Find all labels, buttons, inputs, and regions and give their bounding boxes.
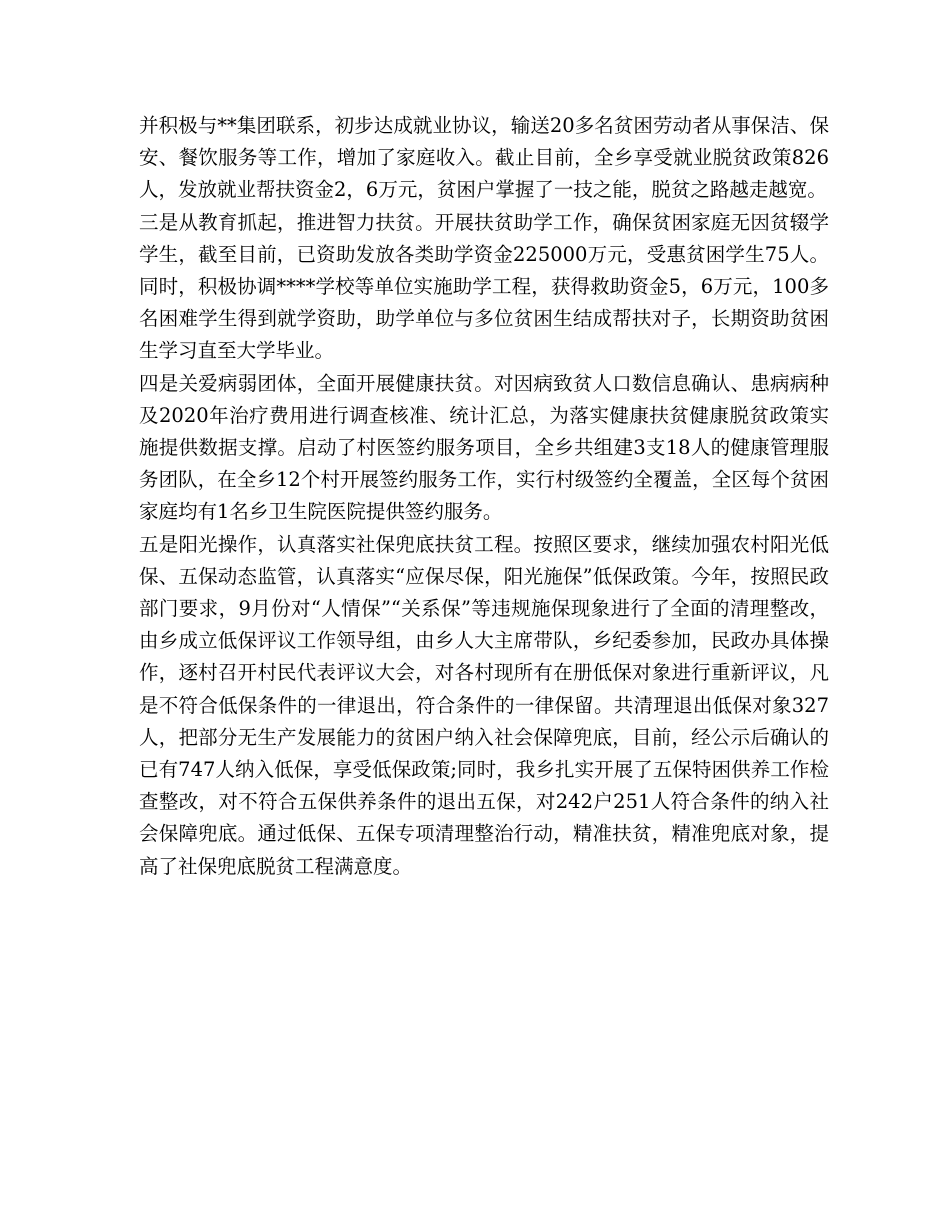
body-text: [139, 110, 829, 883]
paragraph-education: 三是从教育抓起，推进智力扶贫。开展扶贫助学工作，确保贫困家庭无因贫辍学学生，截至目前，已资助发放各类助学资金225000万元，受惠贫困学生75人。同时，积极协调****学校等单位实施助学工程，获得救助资金5，6万元，100多名困难学生得到就学资助，助学单位与多位贫困生结成帮扶对子，长期资助贫困生学习直至大学毕业。: [139, 210, 829, 363]
paragraph-health: 四是关爱病弱团体，全面开展健康扶贫。对因病致贫人口数信息确认、患病病种及2020年治疗费用进行调查核准、统计汇总，为落实健康扶贫健康脱贫政策实施提供数据支撑。启动了村医签约服务项目，全乡共组建3支18人的健康管理服务团队，在全乡12个村开展签约服务工作，实行村级签约全覆盖，全区每个贫困家庭均有1名乡卫生院医院提供签约服务。: [139, 371, 829, 524]
paragraph-social-security: 五是阳光操作，认真落实社保兜底扶贫工程。按照区要求，继续加强农村阳光低保、五保动态监管，认真落实“应保尽保，阳光施保”低保政策。今年，按照民政部门要求，9月份对“人情保”“关系保”等违规施保现象进行了全面的清理整改，由乡成立低保评议工作领导组，由乡人大主席带队，乡纪委参加，民政办具体操作，逐村召开村民代表评议大会，对各村现所有在册低保对象进行重新评议，凡是不符合低保条件的一律退出，符合条件的一律保留。共清理退出低保对象327人，把部分无生产发展能力的贫困户纳入社会保障兜底，目前，经公示后确认的已有747人纳入低保，享受低保政策;同时，我乡扎实开展了五保特困供养工作检查整改，对不符合五保供养条件的退出五保，对242户251人符合条件的纳入社会保障兜底。通过低保、五保专项清理整治行动，精准扶贫，精准兜底对象，提高了社保兜底脱贫工程满意度。: [139, 532, 829, 878]
paragraph-employment: 并积极与**集团联系，初步达成就业协议，输送20多名贫困劳动者从事保洁、保安、餐饮服务等工作，增加了家庭收入。截止目前，全乡享受就业脱贫政策826人，发放就业帮扶资金2，6万元，贫困户掌握了一技之能，脱贫之路越走越宽。: [139, 114, 829, 202]
